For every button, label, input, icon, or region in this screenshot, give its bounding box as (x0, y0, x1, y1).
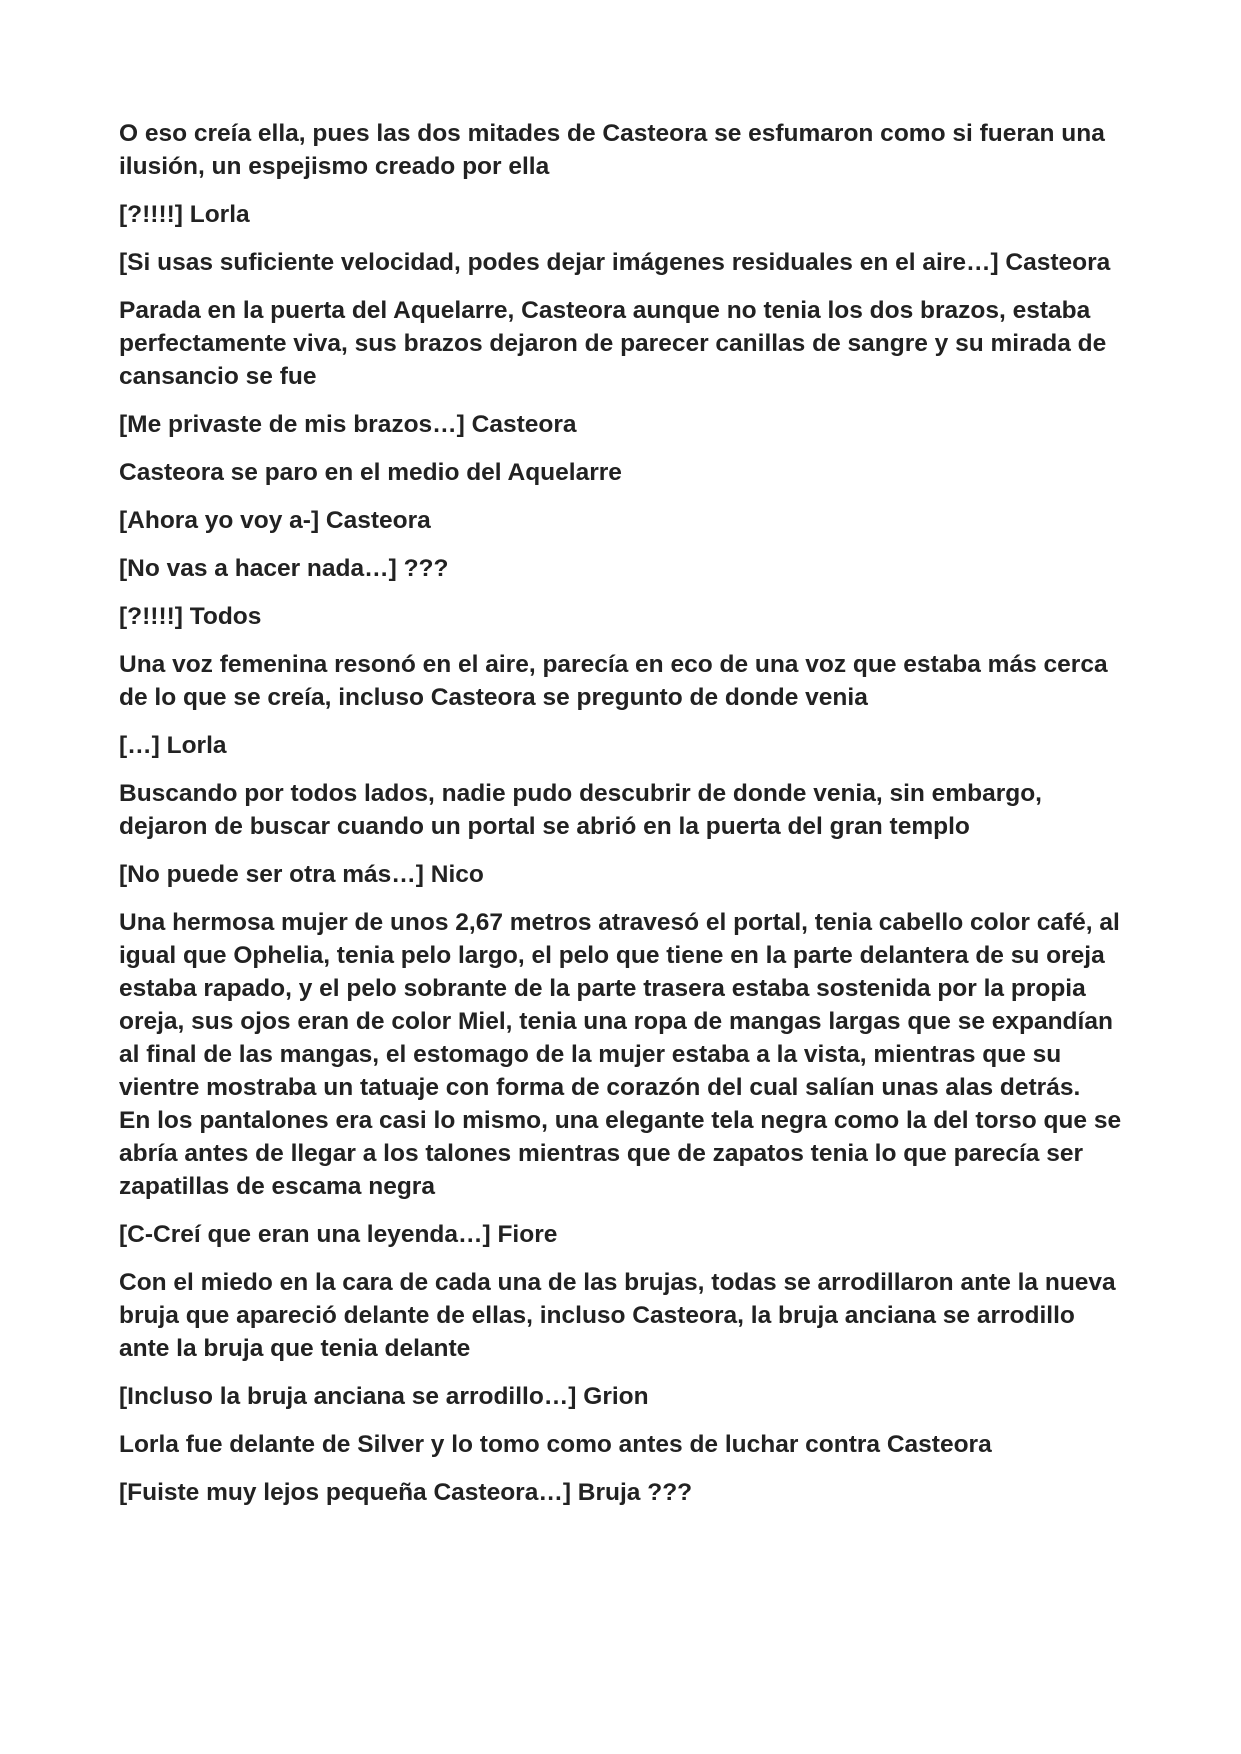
dialogue-line: [Si usas suficiente velocidad, podes dejar imágenes residuales en el aire…] Casteora (119, 249, 1111, 276)
dialogue-line: [No vas a hacer nada…] ??? (119, 555, 449, 582)
dialogue-line: [Fuiste muy lejos pequeña Casteora…] Bruja ??? (119, 1479, 693, 1506)
dialogue-line: [Incluso la bruja anciana se arrodillo…] Grion (119, 1383, 649, 1410)
document-page (119, 117, 1129, 1524)
dialogue-line: [?!!!!] Lorla (119, 201, 250, 228)
dialogue-line: [C-Creí que eran una leyenda…] Fiore (119, 1221, 558, 1248)
narration-paragraph: Buscando por todos lados, nadie pudo descubrir de donde venia, sin embargo, dejaron de buscar cuando un portal se abrió en la puerta del gran templo (119, 780, 1042, 840)
dialogue-line: [Me privaste de mis brazos…] Casteora (119, 411, 577, 438)
narration-paragraph: Una voz femenina resonó en el aire, parecía en eco de una voz que estaba más cerca de lo que se creía, incluso Casteora se pregunto de donde venia (119, 651, 1108, 711)
dialogue-line: [?!!!!] Todos (119, 603, 262, 630)
narration-paragraph: O eso creía ella, pues las dos mitades de Casteora se esfumaron como si fueran una ilusión, un espejismo creado por ella (119, 120, 1105, 180)
dialogue-line: [Ahora yo voy a-] Casteora (119, 507, 431, 534)
narration-paragraph: Casteora se paro en el medio del Aquelarre (119, 459, 622, 486)
narration-paragraph: Una hermosa mujer de unos 2,67 metros atravesó el portal, tenia cabello color café, al igual que Ophelia, tenia pelo largo, el pelo que tiene en la parte delantera de su oreja estaba rapado, y el pelo sobrante de la parte trasera estaba sostenida por la propia oreja, sus ojos eran de color Miel, tenia una ropa de mangas largas que se expandían al final de las mangas, el estomago de la mujer estaba a la vista, mientras que su vientre mostraba un tatuaje con forma de corazón del cual salían unas alas detrás. En los pantalones era casi lo mismo, una elegante tela negra como la del torso que se abría antes de llegar a los talones mientras que de zapatos tenia lo que parecía ser zapatillas de escama negra (119, 909, 1122, 1200)
narration-paragraph: Con el miedo en la cara de cada una de las brujas, todas se arrodillaron ante la nueva bruja que apareció delante de ellas, incluso Casteora, la bruja anciana se arrodillo ante la bruja que tenia delante (119, 1269, 1116, 1362)
dialogue-line: [No puede ser otra más…] Nico (119, 861, 484, 888)
narration-paragraph: Parada en la puerta del Aquelarre, Casteora aunque no tenia los dos brazos, estaba perfectamente viva, sus brazos dejaron de parecer canillas de sangre y su mirada de cansancio se fue (119, 297, 1107, 390)
narration-paragraph: Lorla fue delante de Silver y lo tomo como antes de luchar contra Casteora (119, 1431, 992, 1458)
dialogue-line: […] Lorla (119, 732, 227, 759)
